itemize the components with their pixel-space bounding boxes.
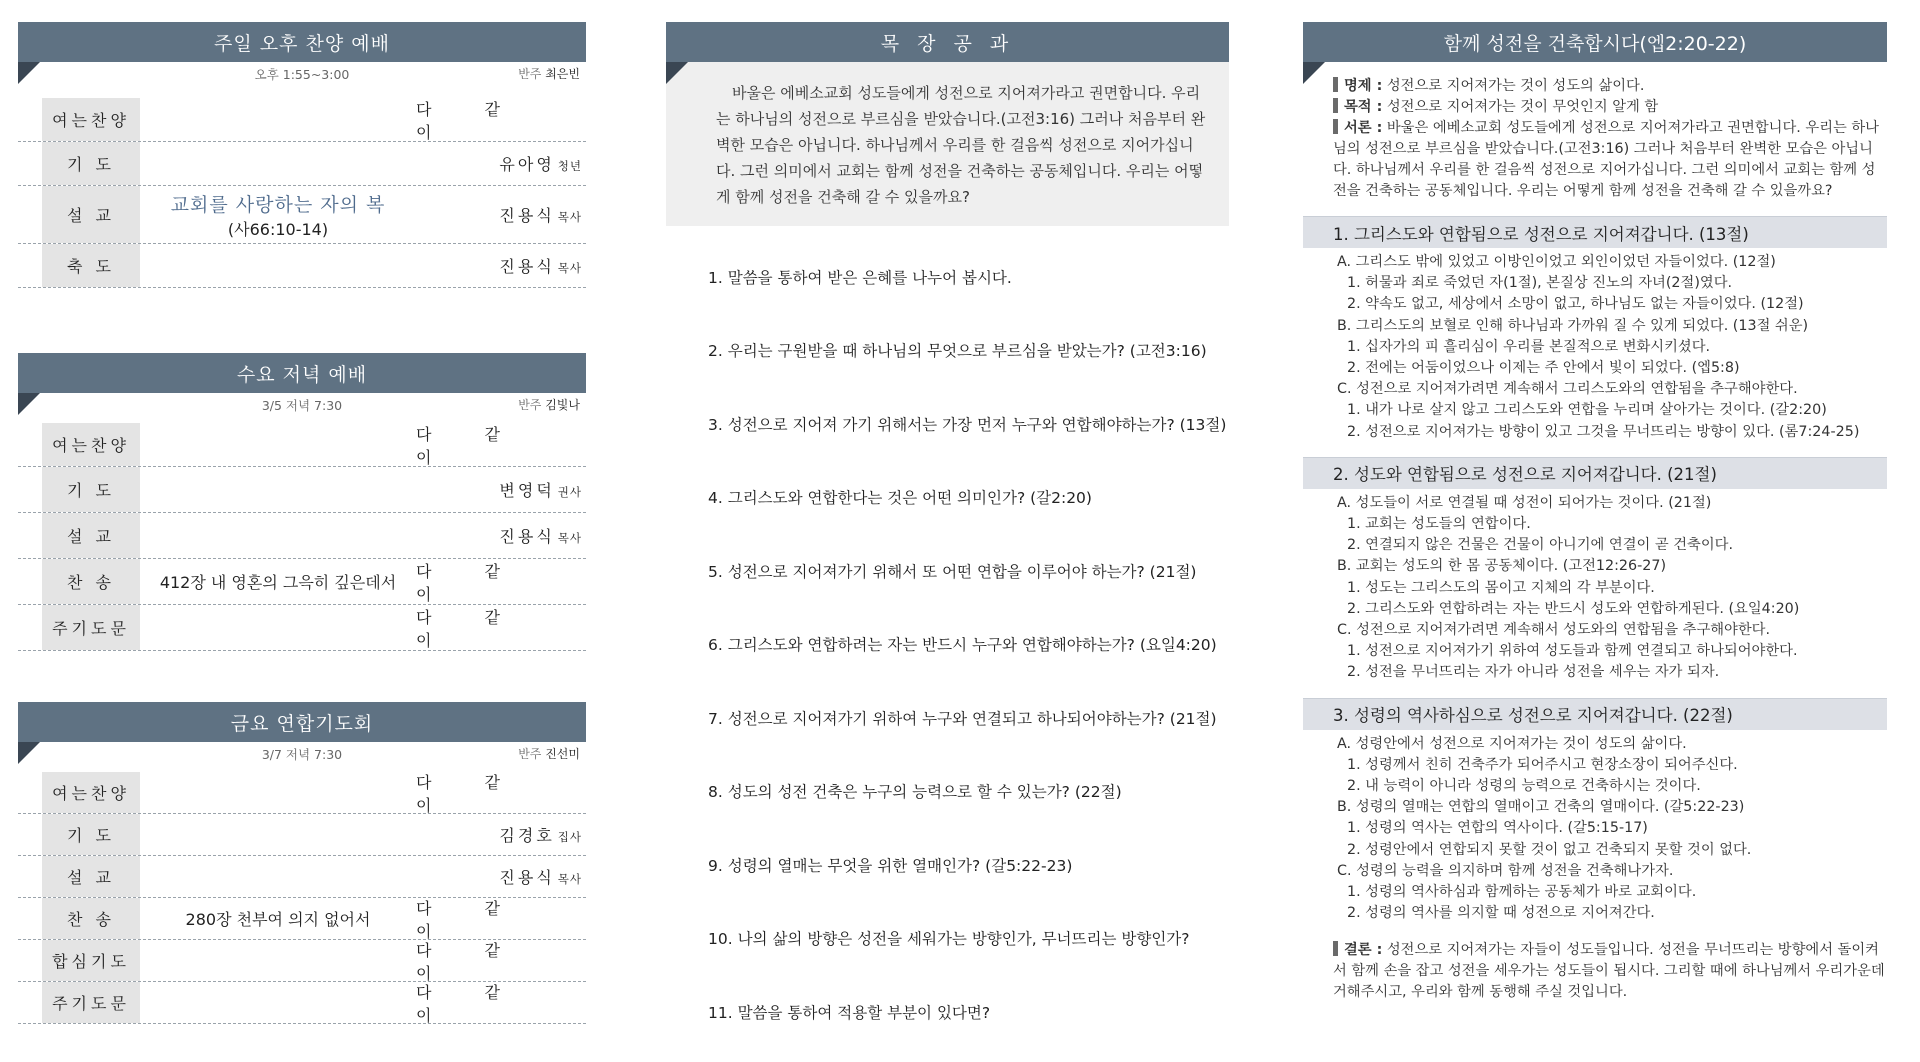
sermon-info bbox=[140, 190, 416, 240]
question-item: 3. 성전으로 지어져 가기 위해서는 가장 먼저 누구와 연합해야하는가? (13절) bbox=[708, 415, 1227, 434]
leader-name: 진용식 bbox=[499, 257, 555, 276]
outline-subline: 1. 내가 나로 살지 않고 그리스도와 연합을 누리며 살아가는 것이다. (갈2:20) bbox=[1347, 402, 1827, 419]
program-leader bbox=[416, 605, 586, 651]
leader-title: 청년 bbox=[557, 159, 582, 173]
program-leader bbox=[416, 478, 586, 501]
sermon-theme bbox=[1333, 76, 1887, 97]
sunday-service-title: 주일 오후 찬양 예배 bbox=[18, 22, 586, 62]
program-rows bbox=[18, 98, 586, 288]
program-leader bbox=[416, 770, 586, 816]
wednesday-service-info bbox=[18, 393, 586, 415]
wednesday-service bbox=[18, 353, 586, 651]
program-row bbox=[18, 244, 586, 288]
question-item: 11. 말씀을 통하여 적용할 부분이 있다면? bbox=[708, 1003, 991, 1022]
program-leader bbox=[416, 823, 586, 846]
leader-name: 다 같 이 bbox=[416, 982, 524, 1025]
leader-name: 유아영 bbox=[499, 155, 555, 174]
question-item: 9. 성령의 열매는 무엇을 위한 열매인가? (갈5:22-23) bbox=[708, 856, 1073, 875]
question-item: 6. 그리스도와 연합하려는 자는 반드시 누구와 연합해야하는가? (요일4:20) bbox=[708, 636, 1217, 655]
program-leader bbox=[416, 203, 586, 226]
bullet-mark bbox=[1333, 98, 1338, 113]
program-leader bbox=[416, 152, 586, 175]
sermon-reference: (사66:10-14) bbox=[227, 219, 329, 239]
outline-subline: 2. 성령안에서 연합되지 못할 것이 없고 건축되지 못할 것이 없다. bbox=[1347, 841, 1752, 858]
accompanist bbox=[518, 65, 580, 82]
outline-subline: 2. 성령의 역사를 의지할 때 성전으로 지어져간다. bbox=[1347, 905, 1655, 922]
program-leader bbox=[416, 896, 586, 942]
program-row bbox=[18, 559, 586, 605]
outline-line: C. 성전으로 지어져가려면 계속해서 그리스도와의 연합됨을 추구해야한다. bbox=[1337, 381, 1798, 398]
question-item: 10. 나의 삶의 방향은 성전을 세워가는 방향인가, 무너뜨리는 방향인가? bbox=[708, 930, 1190, 949]
outline-subline: 1. 성전으로 지어져가기 위하여 성도들과 함께 연결되고 하나되어야한다. bbox=[1347, 643, 1798, 660]
program-row bbox=[18, 605, 586, 651]
outline-subline: 1. 십자가의 피 흘리심이 우리를 본질적으로 변화시키셨다. bbox=[1347, 338, 1711, 355]
program-label: 기 도 bbox=[42, 814, 140, 855]
purpose-text: 성전으로 지어져가는 것이 무엇인지 알게 함 bbox=[1386, 99, 1659, 115]
program-label: 주기도문 bbox=[42, 605, 140, 650]
program-label: 축 도 bbox=[42, 244, 140, 287]
question-item: 1. 말씀을 통하여 받은 은혜를 나누어 봅시다. bbox=[708, 268, 1012, 287]
outline-subline: 2. 그리스도와 연합하려는 자는 반드시 성도와 연합하게된다. (요일4:20) bbox=[1347, 600, 1800, 617]
program-label: 찬 송 bbox=[42, 559, 140, 604]
program-leader bbox=[416, 980, 586, 1026]
leader-name: 다 같 이 bbox=[416, 772, 524, 815]
sermon-outline-column bbox=[1303, 22, 1887, 1003]
outline-subline: 1. 허물과 죄로 죽었던 자(1절), 본질상 진노의 자녀(2절)였다. bbox=[1347, 275, 1733, 292]
outline-subline: 2. 성전으로 지어져가는 방향이 있고 그것을 무너뜨리는 방향이 있다. (롬7:24-25) bbox=[1347, 423, 1860, 440]
question-item: 4. 그리스도와 연합한다는 것은 어떤 의미인가? (갈2:20) bbox=[708, 489, 1092, 508]
outline-line: A. 성도들이 서로 연결될 때 성전이 되어가는 것이다. (21절) bbox=[1337, 494, 1712, 511]
bullet-mark bbox=[1333, 77, 1338, 92]
bullet-mark bbox=[1333, 941, 1338, 956]
program-label: 여는찬양 bbox=[42, 772, 140, 813]
program-leader bbox=[416, 865, 586, 888]
leader-title: 집사 bbox=[557, 830, 582, 844]
outline-line: A. 그리스도 밖에 있었고 이방인이었고 외인이었던 자들이었다. (12절) bbox=[1337, 254, 1776, 270]
program-row bbox=[18, 982, 586, 1024]
accompanist-name: 김빛나 bbox=[545, 398, 580, 412]
program-row bbox=[18, 423, 586, 467]
accompanist bbox=[518, 396, 580, 413]
outline-subline: 1. 교회는 성도들의 연합이다. bbox=[1347, 516, 1531, 533]
outline-line: C. 성전으로 지어져가려면 계속해서 성도와의 연합됨을 추구해야한다. bbox=[1337, 622, 1771, 639]
program-label: 기 도 bbox=[42, 142, 140, 185]
accompanist-name: 진선미 bbox=[545, 747, 580, 761]
sermon-point-lines bbox=[1303, 730, 1887, 925]
program-row bbox=[18, 513, 586, 559]
outline-line: B. 그리스도의 보혈로 인해 하나님과 가까워 질 수 있게 되었다. (13절 쉬운) bbox=[1337, 317, 1809, 334]
question-item: 8. 성도의 성전 건축은 누구의 능력으로 할 수 있는가? (22절) bbox=[708, 783, 1122, 802]
study-intro: 바울은 에베소교회 성도들에게 성전으로 지어져가라고 권면합니다. 우리는 하나님의 성전으로 부르심을 받았습니다.(고전3:16) 그러나 처음부터 완벽한 모습은 아닙니다. 하나님께서 우리를 한 걸음씩 성전으로 지어가십니다. 그런 의미에서 교회는 함께 성전을 건축하는 공동체입니다. 우리는 어떻게 함께 성전을 건축해 갈 수 있을까요? bbox=[666, 62, 1229, 226]
sermon-summary bbox=[1303, 62, 1887, 202]
accompanist-label: 반주 bbox=[518, 747, 542, 761]
program-row bbox=[18, 186, 586, 244]
sunday-service-info bbox=[18, 62, 586, 84]
outline-subline: 1. 성령의 역사는 연합의 역사이다. (갈5:15-17) bbox=[1347, 820, 1648, 837]
sermon-point-1 bbox=[1303, 216, 1887, 443]
outline-subline: 2. 약속도 없고, 세상에서 소망이 없고, 하나님도 없는 자들이었다. (12절) bbox=[1347, 296, 1804, 313]
leader-name: 다 같 이 bbox=[416, 424, 524, 467]
program-leader bbox=[416, 422, 586, 468]
sermon-purpose bbox=[1333, 97, 1887, 118]
theme-label: 명제 : bbox=[1344, 78, 1383, 94]
leader-title: 목사 bbox=[557, 531, 582, 545]
program-label: 여는찬양 bbox=[42, 98, 140, 141]
program-leader bbox=[416, 559, 586, 605]
question-item: 7. 성전으로 지어져가기 위하여 누구와 연결되고 하나되어야하는가? (21절) bbox=[708, 709, 1217, 728]
program-leader bbox=[416, 97, 586, 143]
accompanist-name: 최은빈 bbox=[545, 67, 580, 81]
leader-title: 목사 bbox=[557, 261, 582, 275]
friday-service-info bbox=[18, 742, 586, 764]
study-column bbox=[666, 22, 1229, 1049]
leader-name: 진용식 bbox=[499, 868, 555, 887]
program-label: 찬 송 bbox=[42, 898, 140, 939]
hymn-title: 280장 천부여 의지 없어서 bbox=[185, 910, 371, 929]
leader-name: 변영덕 bbox=[499, 481, 555, 500]
sermon-outline-title: 함께 성전을 건축합시다(엡2:20-22) bbox=[1303, 22, 1887, 62]
program-row bbox=[18, 467, 586, 513]
friday-service bbox=[18, 702, 586, 1024]
program-row bbox=[18, 898, 586, 940]
program-rows bbox=[18, 423, 586, 651]
sermon-point-lines bbox=[1303, 248, 1887, 443]
leader-title: 권사 bbox=[557, 485, 582, 499]
outline-subline: 1. 성도는 그리스도의 몸이고 지체의 각 부분이다. bbox=[1347, 579, 1655, 596]
leader-name: 다 같 이 bbox=[416, 898, 524, 941]
accompanist bbox=[518, 745, 580, 762]
sermon-intro bbox=[1333, 118, 1887, 202]
sermon-title: 교회를 사랑하는 자의 복 bbox=[170, 193, 386, 216]
leader-name: 김경호 bbox=[499, 826, 555, 845]
conclusion-text: 성전으로 지어져가는 자들이 성도들입니다. 성전을 무너뜨리는 방향에서 돌이켜서 함께 손을 잡고 성전을 세우가는 성도들이 됩시다. 그리할 때에 하나님께서 우리가운데 거해주시고, 우리와 함께 동행해 주실 것입니다. bbox=[1333, 942, 1885, 1001]
program-row bbox=[18, 814, 586, 856]
outline-subline: 2. 성전을 무너뜨리는 자가 아니라 성전을 세우는 자가 되자. bbox=[1347, 664, 1720, 681]
program-label: 설 교 bbox=[42, 856, 140, 897]
accompanist-label: 반주 bbox=[518, 67, 542, 81]
outline-subline: 1. 성령의 역사하심과 함께하는 공동체가 바로 교회이다. bbox=[1347, 884, 1697, 901]
outline-subline: 2. 내 능력이 아니라 성령의 능력으로 건축하시는 것이다. bbox=[1347, 778, 1701, 795]
question-item: 2. 우리는 구원받을 때 하나님의 무엇으로 부르심을 받았는가? (고전3:16) bbox=[708, 342, 1207, 361]
sermon-point-heading: 2. 성도와 연합됨으로 성전으로 지어져갑니다. (21절) bbox=[1303, 457, 1887, 489]
outline-line: B. 교회는 성도의 한 몸 공동체이다. (고전12:26-27) bbox=[1337, 558, 1667, 575]
leader-name: 진용식 bbox=[499, 527, 555, 546]
service-time: 3/7 저녁 7:30 bbox=[261, 747, 343, 762]
sermon-point-heading: 1. 그리스도와 연합됨으로 성전으로 지어져갑니다. (13절) bbox=[1303, 216, 1887, 248]
program-row bbox=[18, 98, 586, 142]
leader-title: 목사 bbox=[557, 210, 582, 224]
outline-subline: 2. 연결되지 않은 건물은 건물이 아니기에 연결이 곧 건축이다. bbox=[1347, 537, 1733, 554]
program-label: 주기도문 bbox=[42, 982, 140, 1023]
outline-line: B. 성령의 열매는 연합의 열매이고 건축의 열매이다. (갈5:22-23) bbox=[1337, 799, 1745, 816]
leader-name: 다 같 이 bbox=[416, 940, 524, 983]
program-label: 기 도 bbox=[42, 467, 140, 512]
sermon-point-2 bbox=[1303, 457, 1887, 684]
bullet-mark bbox=[1333, 119, 1338, 134]
outline-subline: 1. 성령께서 친히 건축주가 되어주시고 현장소장이 되어주신다. bbox=[1347, 756, 1738, 773]
service-time: 3/5 저녁 7:30 bbox=[261, 398, 343, 413]
program-label: 설 교 bbox=[42, 186, 140, 243]
leader-name: 다 같 이 bbox=[416, 561, 524, 604]
sunday-service bbox=[18, 22, 586, 288]
intro-label: 서론 : bbox=[1344, 120, 1383, 136]
conclusion-label: 결론 : bbox=[1344, 942, 1383, 959]
purpose-label: 목적 : bbox=[1344, 99, 1383, 115]
leader-title: 목사 bbox=[557, 872, 582, 886]
program-leader bbox=[416, 938, 586, 984]
service-time: 오후 1:55~3:00 bbox=[254, 67, 350, 82]
program-leader bbox=[416, 254, 586, 277]
sermon-point-lines bbox=[1303, 489, 1887, 684]
program-row bbox=[18, 856, 586, 898]
friday-service-title: 금요 연합기도회 bbox=[18, 702, 586, 742]
leader-name: 다 같 이 bbox=[416, 607, 524, 650]
study-title: 목 장 공 과 bbox=[666, 22, 1229, 62]
outline-subline: 2. 전에는 어둠이었으나 이제는 주 안에서 빛이 되었다. (엡5:8) bbox=[1347, 360, 1740, 377]
question-list bbox=[666, 240, 1229, 1049]
accompanist-label: 반주 bbox=[518, 398, 542, 412]
program-label: 설 교 bbox=[42, 513, 140, 558]
leader-name: 진용식 bbox=[499, 206, 555, 225]
outline-line: A. 성령안에서 성전으로 지어져가는 것이 성도의 삶이다. bbox=[1337, 735, 1687, 752]
hymn-title: 412장 내 영혼의 그윽히 깊은데서 bbox=[159, 573, 397, 592]
program-row bbox=[18, 142, 586, 186]
intro-text: 바울은 에베소교회 성도들에게 성전으로 지어져가라고 권면합니다. 우리는 하나님의 성전으로 부르심을 받았습니다.(고전3:16) 그러나 처음부터 완벽한 모습은 아닙니다. 하나님께서 우리를 한 걸음씩 성전으로 지어가십니다. 그런 의미에서 교회는 함께 성전을 건축하는 공동체입니다. 우리는 어떻게 함께 성전을 건축해 갈 수 있을까요? bbox=[1333, 120, 1879, 199]
sermon-conclusion bbox=[1303, 924, 1887, 1003]
wednesday-service-title: 수요 저녁 예배 bbox=[18, 353, 586, 393]
sermon-point-3 bbox=[1303, 698, 1887, 925]
outline-line: C. 성령의 능력을 의지하며 함께 성전을 건축해나가자. bbox=[1337, 862, 1674, 879]
program-label: 합심기도 bbox=[42, 940, 140, 981]
program-leader bbox=[416, 524, 586, 547]
program-row bbox=[18, 940, 586, 982]
leader-name: 다 같 이 bbox=[416, 99, 524, 142]
question-item: 5. 성전으로 지어져가기 위해서 또 어떤 연합을 이루어야 하는가? (21절) bbox=[708, 562, 1197, 581]
program-rows bbox=[18, 772, 586, 1024]
theme-text: 성전으로 지어져가는 것이 성도의 삶이다. bbox=[1386, 78, 1645, 94]
program-row bbox=[18, 772, 586, 814]
sermon-point-heading: 3. 성령의 역사하심으로 성전으로 지어져갑니다. (22절) bbox=[1303, 698, 1887, 730]
program-label: 여는찬양 bbox=[42, 423, 140, 466]
